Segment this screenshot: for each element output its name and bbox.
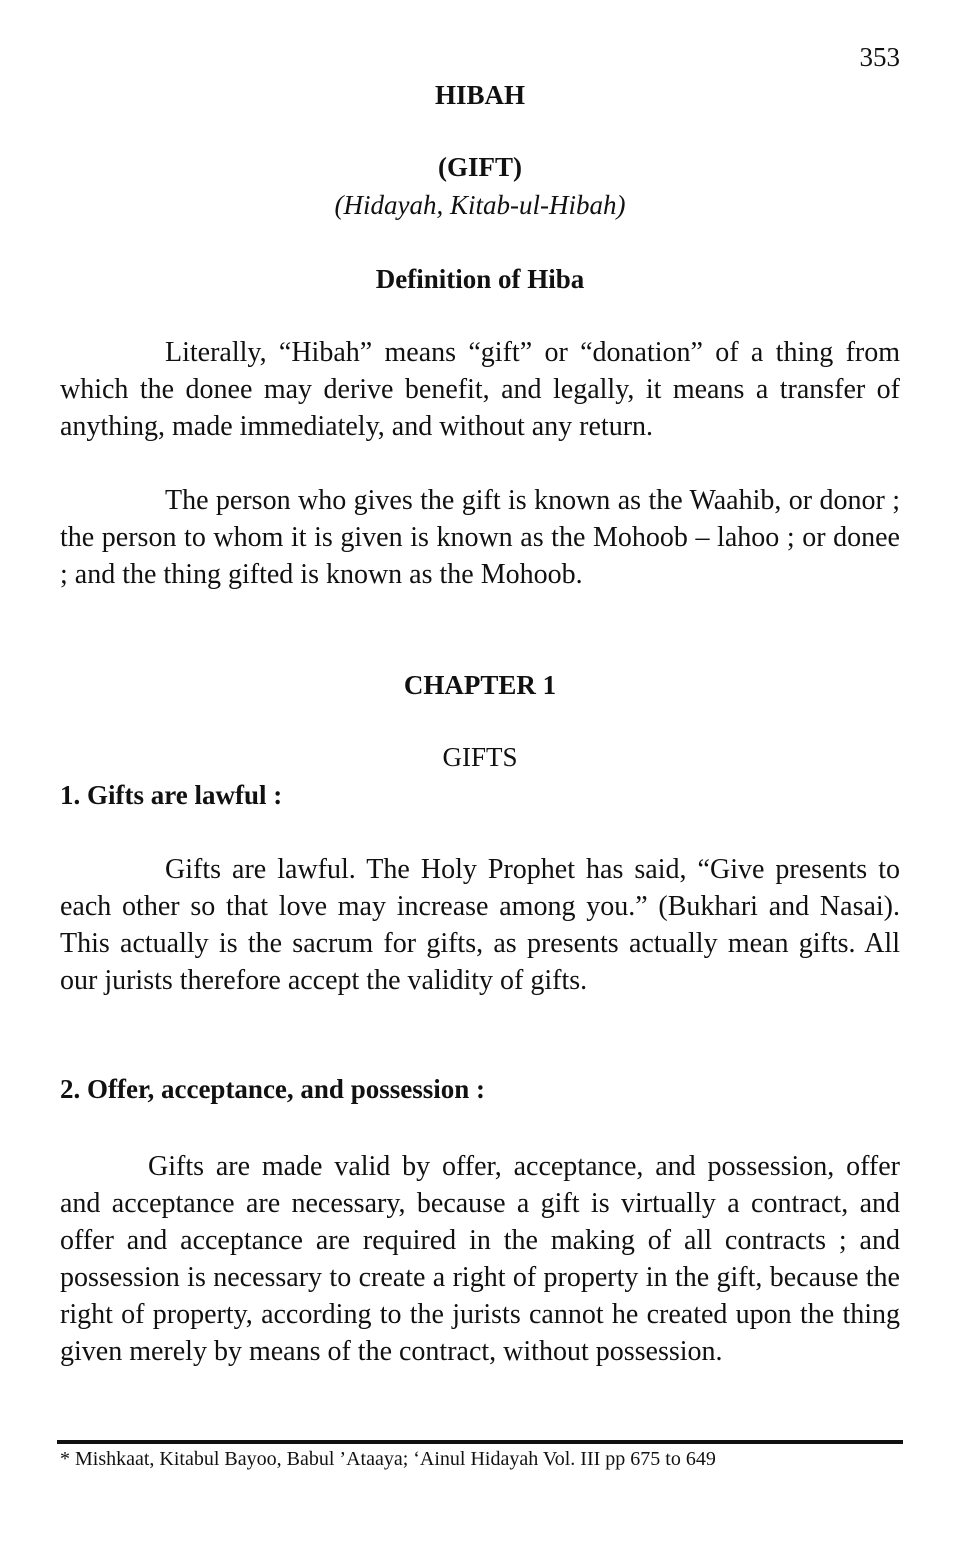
section-body-gifts-lawful: Gifts are lawful. The Holy Prophet has said, “Give presents to each other so that love may increase among you.” (Bukhari and Nasai). This actually is the sacrum for gifts, as presents actually mean gifts. All our jurists therefore accept the validity of gifts. xyxy=(60,854,900,996)
section-heading-gifts-lawful: 1. Gifts are lawful : xyxy=(60,780,283,810)
page-title: HIBAH xyxy=(434,80,526,110)
chapter-title: GIFTS xyxy=(442,742,518,772)
footnote: * Mishkaat, Kitabul Bayoo, Babul ’Ataaya; ‘Ainul Hidayah Vol. III pp 675 to 649 xyxy=(60,1448,716,1470)
definition-heading: Definition of Hiba xyxy=(375,264,585,294)
chapter-heading: CHAPTER 1 xyxy=(403,670,557,700)
source-citation: (Hidayah, Kitab-ul-Hibah) xyxy=(334,190,626,220)
page-subtitle: (GIFT) xyxy=(438,152,522,182)
parties-paragraph: The person who gives the gift is known as the Waahib, or donor ; the person to whom it is given is known as the Mohoob – lahoo ; or donee ; and the thing gifted is known as the Mohoob. xyxy=(60,485,900,590)
section-body-offer-acceptance: Gifts are made valid by offer, acceptance, and possession, offer and acceptance are necessary, because a gift is virtually a contract, and offer and acceptance are required in the making of all contracts ; and possession is necessary to create a right of property in the gift, because the right of property, according to the jurists cannot he created upon the thing given merely by means of the contract, without possession. xyxy=(60,1151,900,1367)
definition-paragraph: Literally, “Hibah” means “gift” or “donation” of a thing from which the donee may derive benefit, and legally, it means a transfer of anything, made immediately, and without any return. xyxy=(60,337,900,442)
footnote-divider xyxy=(57,1440,903,1444)
section-heading-offer-acceptance: 2. Offer, acceptance, and possession : xyxy=(60,1074,485,1104)
page-number: 353 xyxy=(859,42,900,72)
